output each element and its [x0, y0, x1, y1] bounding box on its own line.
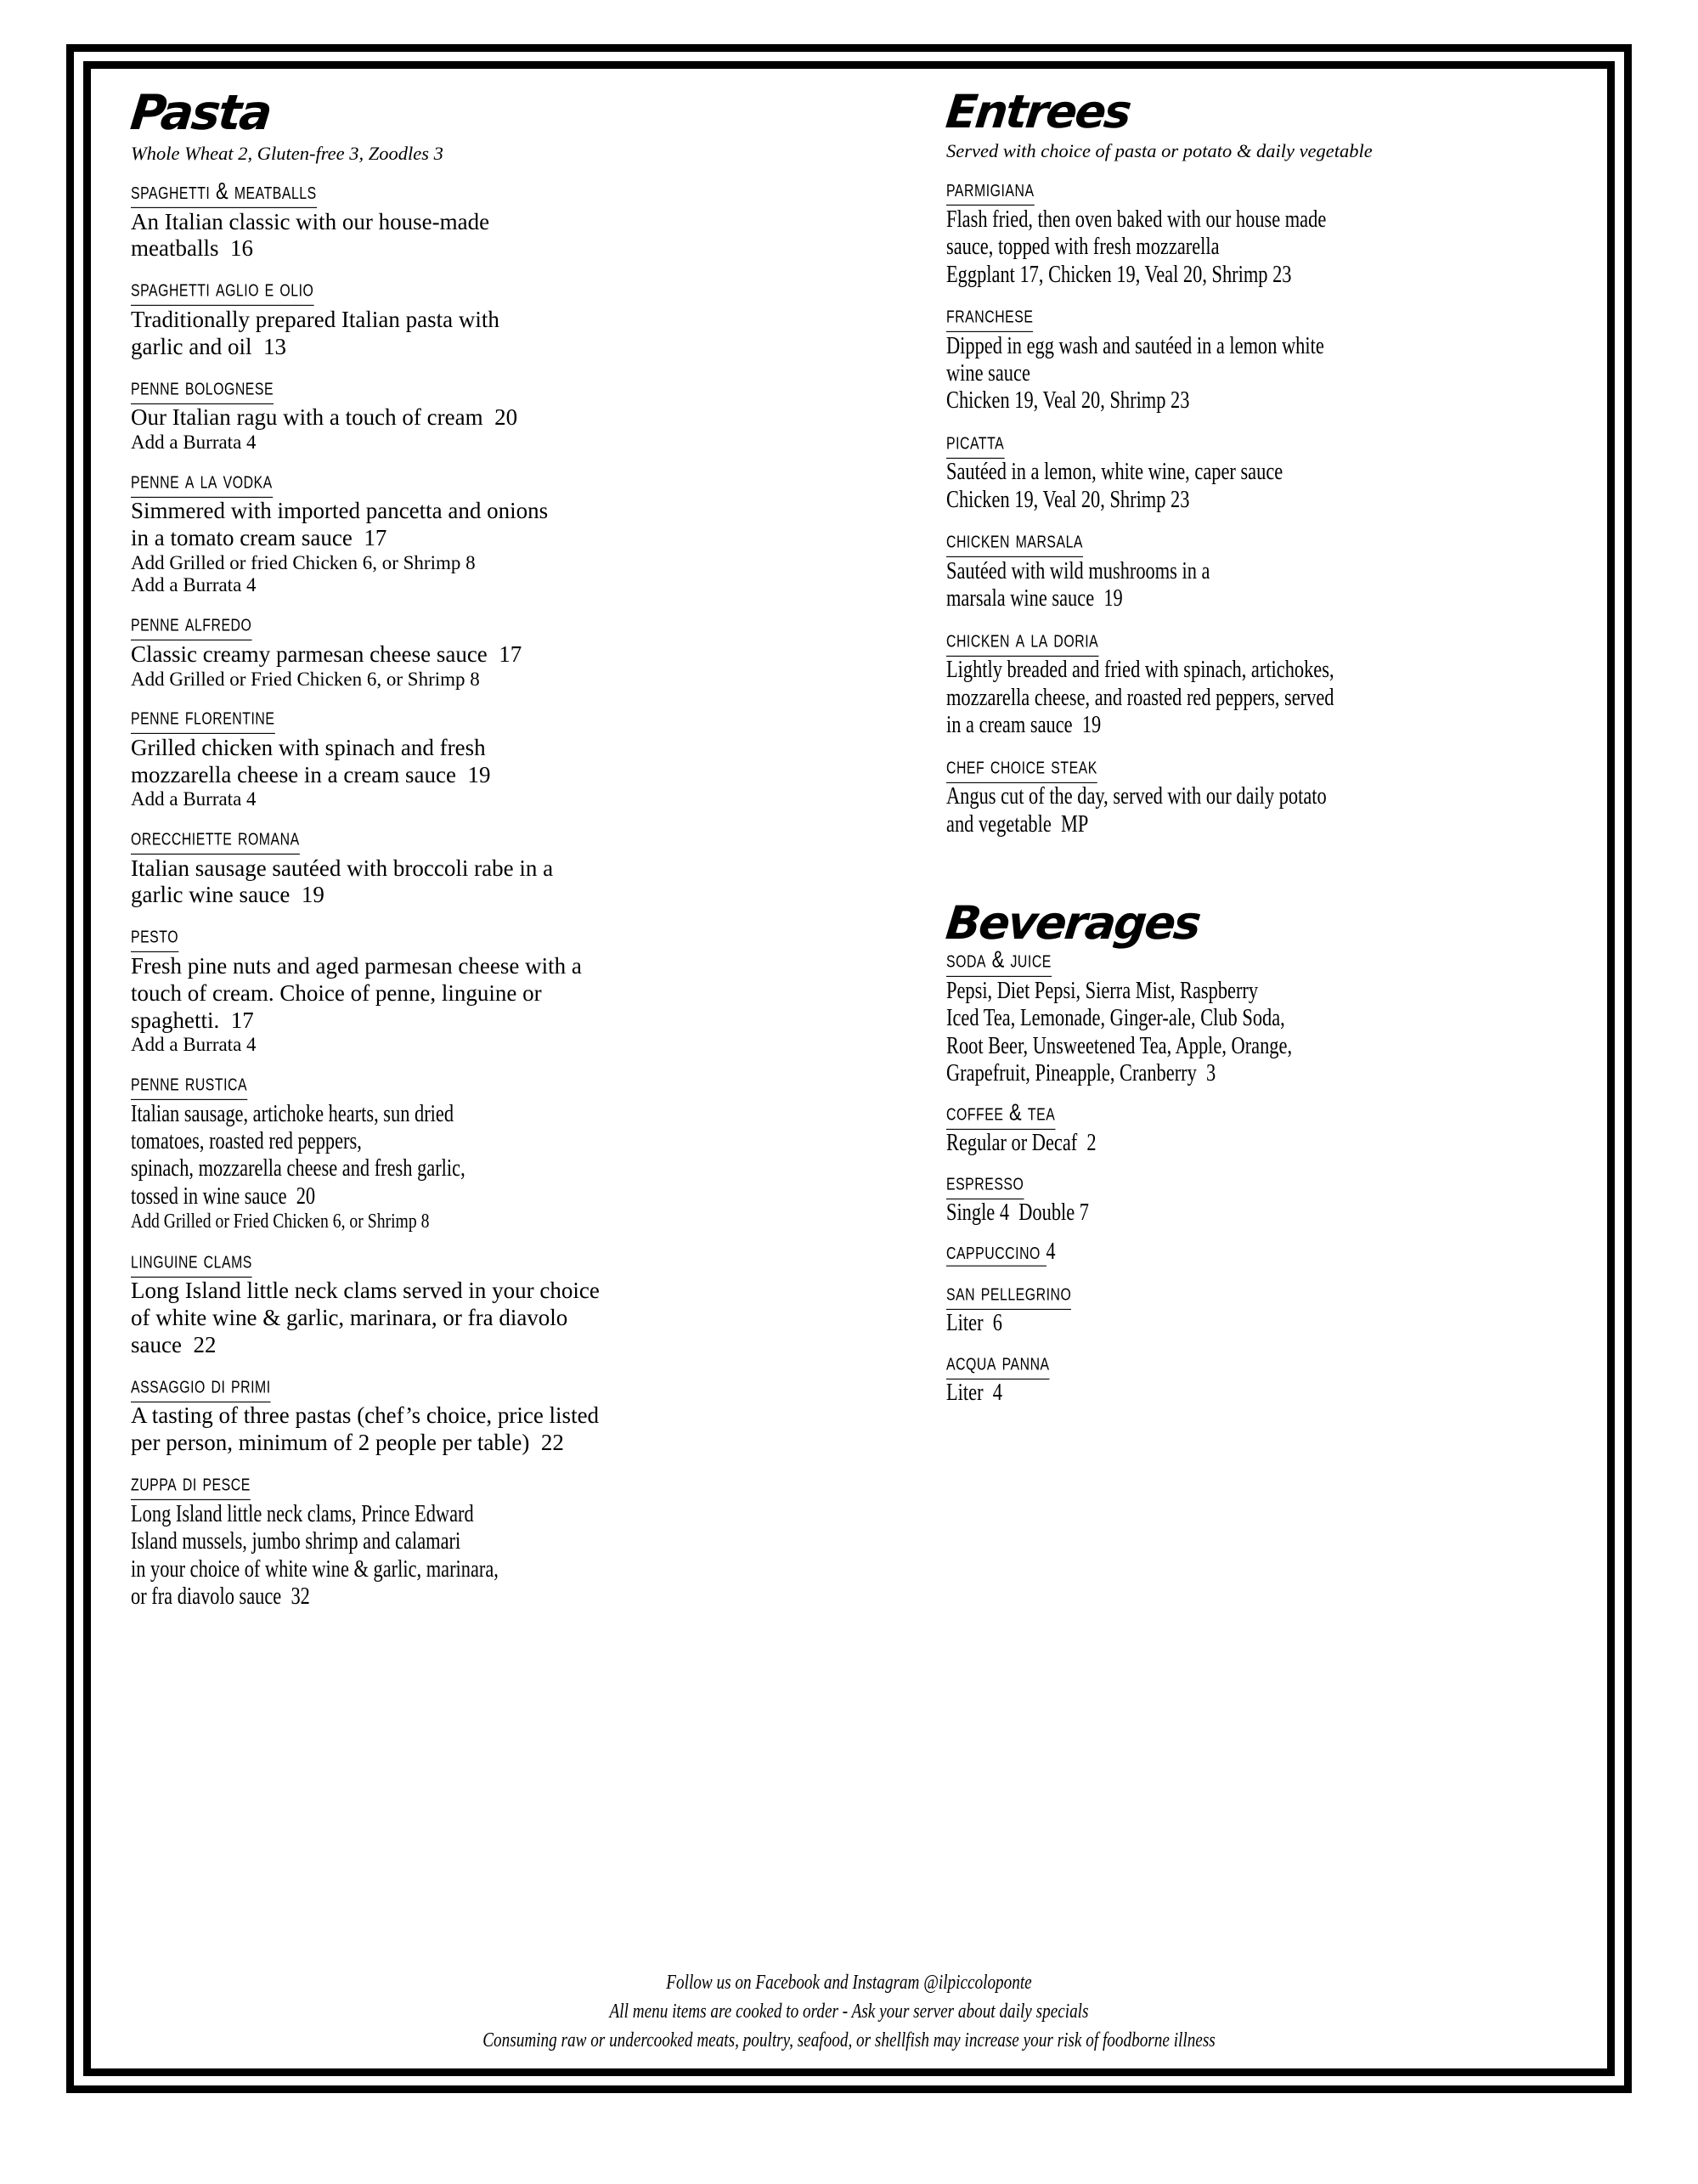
menu-footer [91, 1968, 1607, 2055]
menu-page-outer-border [66, 44, 1632, 2093]
menu-item-description [131, 498, 867, 552]
menu-item-name: penne florentine [131, 703, 274, 733]
menu-item-name [946, 1239, 1056, 1267]
pasta-section-heading: Pasta [127, 85, 274, 141]
description-line: Italian sausage sautéed with broccoli rabe in a [131, 855, 554, 881]
description-line: Root Beer, Unsweetened Tea, Apple, Orange, [946, 1032, 1293, 1059]
description-line: Simmered with imported pancetta and onions [131, 498, 549, 524]
menu-item [946, 1239, 1578, 1268]
menu-item [131, 1371, 867, 1457]
description-line: meatballs 16 [131, 235, 253, 262]
menu-item-name: chicken a la doria [946, 626, 1098, 656]
description-line: Angus cut of the day, served with our daily potato [946, 783, 1327, 810]
menu-item-inline-price: 4 [1046, 1239, 1056, 1265]
menu-item-description [131, 855, 867, 910]
description-line: marsala wine sauce 19 [946, 585, 1123, 612]
description-line: Italian sausage, artichoke hearts, sun dried [131, 1100, 454, 1127]
menu-item [946, 430, 1578, 514]
menu-item-description [131, 1278, 867, 1359]
entrees-section-subtitle: Served with choice of pasta or potato & daily vegetable [946, 140, 1373, 161]
description-line: of white wine & garlic, marinara, or fra diavolo [131, 1305, 568, 1331]
addon-line: Add Grilled or fried Chicken 6, or Shrimp 8 [131, 551, 476, 573]
menu-item-description [946, 1380, 1578, 1407]
menu-item-description [131, 953, 867, 1035]
menu-item-addons [131, 432, 867, 454]
menu-item-addons [131, 1034, 867, 1057]
footer-line: Follow us on Facebook and Instagram @ilpiccoloponte [666, 1971, 1032, 1994]
menu-item-name: picatta [946, 428, 1004, 458]
menu-item [131, 1246, 867, 1359]
menu-item [946, 303, 1578, 415]
pasta-item-list [128, 179, 867, 1611]
description-line: Dipped in egg wash and sautéed in a lemon white [946, 332, 1324, 359]
menu-page-inner-border [83, 61, 1615, 2076]
menu-item-name: spaghetti & meatballs [131, 178, 317, 207]
menu-item [946, 1098, 1578, 1158]
menu-item-description [946, 978, 1578, 1088]
menu-item-name: penne a la vodka [131, 467, 273, 497]
description-line: garlic and oil 13 [131, 333, 286, 359]
description-line: Regular or Decaf 2 [946, 1130, 1097, 1157]
menu-item-description [946, 333, 1578, 415]
description-line: spaghetti. 17 [131, 1007, 254, 1033]
menu-item [946, 948, 1578, 1087]
menu-item-name: orecchiette romana [131, 824, 300, 854]
menu-item [946, 528, 1578, 612]
description-line: Traditionally prepared Italian pasta with [131, 306, 499, 332]
menu-item-name: pesto [131, 922, 178, 951]
description-line: or fra diavolo sauce 32 [131, 1583, 310, 1610]
beverages-section-heading: Beverages [943, 896, 1202, 951]
description-line: Fresh pine nuts and aged parmesan cheese with a [131, 952, 582, 979]
menu-item [946, 1281, 1578, 1338]
description-line: Single 4 Double 7 [946, 1199, 1089, 1226]
menu-item-description [946, 783, 1578, 838]
beverages-item-list [944, 948, 1578, 1408]
menu-item-name: penne alfredo [131, 610, 251, 640]
description-line: sauce, topped with fresh mozzarella [946, 234, 1220, 261]
menu-item [946, 1168, 1578, 1227]
description-line: A tasting of three pastas (chef’s choice, price listed [131, 1402, 600, 1429]
menu-item-name: acqua panna [946, 1349, 1050, 1379]
description-line: Lightly breaded and fried with spinach, artichokes, [946, 657, 1334, 684]
menu-item-name: zuppa di pesce [131, 1470, 251, 1499]
description-line: Iced Tea, Lemonade, Ginger-ale, Club Soda, [946, 1005, 1285, 1032]
addon-line: Add a Burrata 4 [131, 574, 257, 596]
menu-item-name: espresso [946, 1169, 1024, 1199]
menu-item-name: chef choice steak [946, 753, 1097, 782]
description-line: garlic wine sauce 19 [131, 882, 324, 908]
menu-item-description [946, 1130, 1578, 1157]
menu-item-addons [131, 552, 867, 597]
description-line: in a cream sauce 19 [946, 712, 1102, 739]
addon-line: Add a Burrata 4 [131, 788, 257, 810]
entrees-section-heading: Entrees [943, 85, 1132, 138]
description-line: mozzarella cheese, and roasted red peppers, served [946, 684, 1334, 711]
menu-item-description [131, 735, 867, 789]
menu-item-name-text: cappuccino [946, 1239, 1046, 1267]
menu-item-description [946, 558, 1578, 613]
description-line: Liter 6 [946, 1310, 1002, 1337]
menu-item-description [131, 209, 867, 263]
description-line: in your choice of white wine & garlic, marinara, [131, 1555, 499, 1583]
description-line: Grapefruit, Pineapple, Cranberry 3 [946, 1060, 1216, 1087]
menu-item-name: franchese [946, 302, 1033, 331]
addon-line: Add Grilled or Fried Chicken 6, or Shrimp 8 [131, 668, 480, 690]
pasta-column [120, 85, 867, 1625]
menu-item-description [131, 641, 867, 669]
menu-item-addons [131, 669, 867, 691]
menu-item-description [131, 404, 867, 432]
menu-content [91, 69, 1607, 2068]
menu-item-name: penne rustica [131, 1069, 247, 1099]
entrees-beverages-column [867, 85, 1578, 1420]
description-line: touch of cream. Choice of penne, linguine or [131, 979, 542, 1006]
menu-item [131, 612, 867, 691]
description-line: Sautéed with wild mushrooms in a [946, 557, 1210, 584]
addon-line: Add a Burrata 4 [131, 431, 257, 453]
description-line: per person, minimum of 2 people per table) 22 [131, 1430, 564, 1456]
menu-item-name: san pellegrino [946, 1279, 1071, 1309]
description-line: Grilled chicken with spinach and fresh [131, 734, 486, 760]
description-line: Our Italian ragu with a touch of cream 20 [131, 404, 518, 431]
menu-columns [120, 85, 1578, 2068]
menu-item-addons [131, 788, 867, 811]
menu-item-name: parmigiana [946, 175, 1035, 205]
menu-item [131, 375, 867, 454]
menu-item-description [946, 206, 1578, 289]
description-line: spinach, mozzarella cheese and fresh garlic, [131, 1155, 465, 1182]
menu-item-name: assaggio di primi [131, 1372, 271, 1402]
menu-item-name: linguine clams [131, 1247, 252, 1277]
menu-item [131, 826, 867, 909]
menu-item [946, 625, 1578, 740]
description-line: tomatoes, roasted red peppers, [131, 1128, 362, 1155]
menu-item-description [946, 657, 1578, 739]
description-line: and vegetable MP [946, 810, 1089, 838]
menu-item [946, 754, 1578, 838]
menu-item-description [131, 307, 867, 361]
menu-item-description [946, 1199, 1578, 1227]
description-line: Chicken 19, Veal 20, Shrimp 23 [946, 387, 1190, 415]
menu-item [131, 466, 867, 598]
menu-item-name: chicken marsala [946, 527, 1083, 556]
menu-item-description [131, 1402, 867, 1457]
description-line: Flash fried, then oven baked with our house made [946, 206, 1327, 233]
menu-item-addons [131, 1211, 867, 1233]
description-line: Classic creamy parmesan cheese sauce 17 [131, 641, 522, 667]
addon-line: Add Grilled or Fried Chicken 6, or Shrimp 8 [131, 1211, 430, 1233]
description-line: Long Island little neck clams served in your choice [131, 1278, 600, 1304]
description-line: in a tomato cream sauce 17 [131, 524, 387, 550]
pasta-section-subtitle: Whole Wheat 2, Gluten-free 3, Zoodles 3 [131, 143, 443, 164]
menu-item-description [946, 1310, 1578, 1337]
menu-item [131, 923, 867, 1057]
menu-item-name: coffee & tea [946, 1099, 1055, 1129]
footer-line: All menu items are cooked to order - Ask your server about daily specials [609, 2000, 1089, 2023]
menu-item-name: penne bolognese [131, 374, 274, 404]
description-line: Eggplant 17, Chicken 19, Veal 20, Shrimp 23 [946, 261, 1292, 288]
menu-item [946, 177, 1578, 289]
menu-item-name: soda & juice [946, 946, 1052, 976]
footer-line: Consuming raw or undercooked meats, poultry, seafood, or shellfish may increase your risk of foodborne illness [482, 2029, 1216, 2051]
menu-item-description [131, 1501, 867, 1611]
description-line: wine sauce [946, 360, 1030, 387]
description-line: An Italian classic with our house-made [131, 208, 490, 234]
menu-item [946, 1351, 1578, 1408]
section-spacer [944, 853, 1578, 900]
menu-item [131, 705, 867, 811]
menu-item-description [946, 459, 1578, 514]
description-line: Island mussels, jumbo shrimp and calamari [131, 1528, 461, 1555]
menu-item-name: spaghetti aglio e olio [131, 275, 313, 305]
description-line: Sautéed in a lemon, white wine, caper sauce [946, 459, 1283, 486]
menu-item [131, 1471, 867, 1611]
entrees-item-list [944, 177, 1578, 838]
description-line: Pepsi, Diet Pepsi, Sierra Mist, Raspberry [946, 977, 1259, 1004]
description-line: Liter 4 [946, 1380, 1002, 1407]
menu-item [131, 277, 867, 360]
description-line: Long Island little neck clams, Prince Edward [131, 1500, 474, 1527]
description-line: tossed in wine sauce 20 [131, 1182, 316, 1210]
description-line: Chicken 19, Veal 20, Shrimp 23 [946, 486, 1190, 513]
menu-item-description [131, 1101, 867, 1211]
menu-item [131, 179, 867, 262]
description-line: mozzarella cheese in a cream sauce 19 [131, 761, 491, 787]
addon-line: Add a Burrata 4 [131, 1034, 257, 1056]
description-line: sauce 22 [131, 1332, 217, 1357]
menu-item [131, 1071, 867, 1234]
